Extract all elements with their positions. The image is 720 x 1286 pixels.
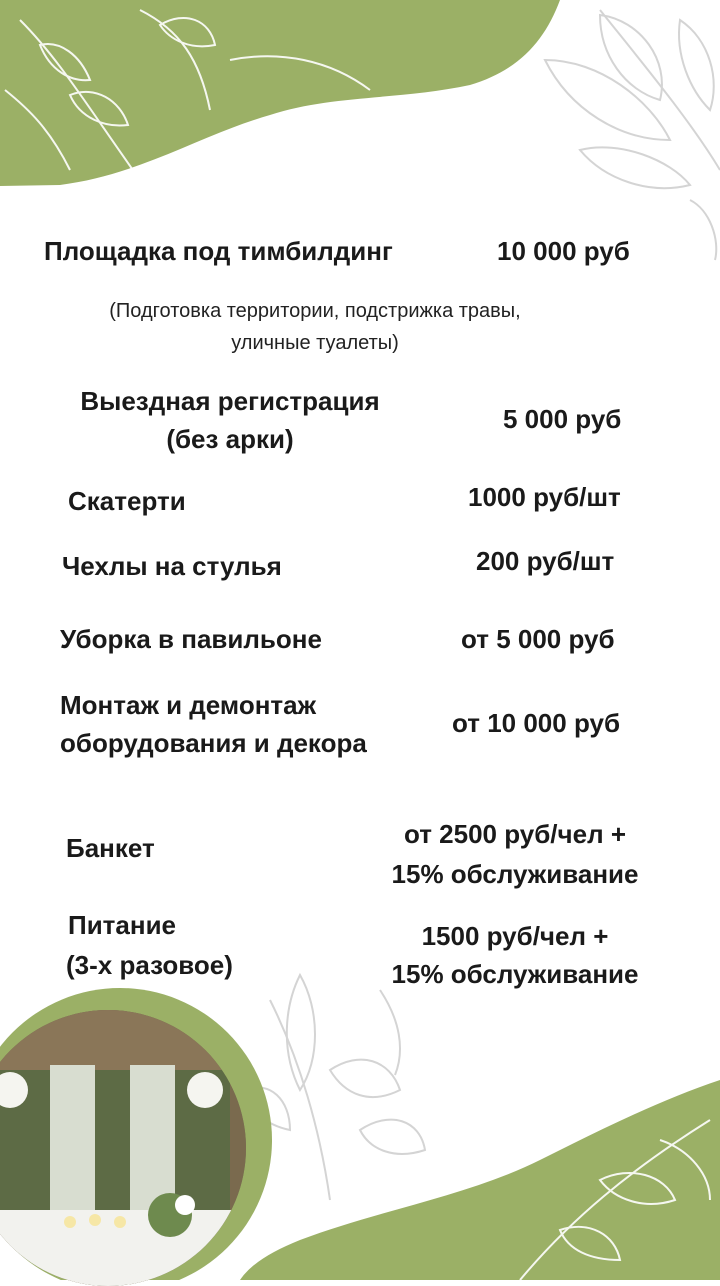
item-teambuilding-note-line1: (Подготовка территории, подстрижка травы, [109, 300, 521, 322]
item-meals-name-line1: Питание [68, 910, 177, 940]
item-tablecloths-price: 1000 руб/шт [468, 482, 621, 512]
top-green-blob [0, 0, 560, 186]
item-meals-price-line1: 1500 руб/чел + [421, 921, 609, 951]
item-registration-name-line1: Выездная регистрация [80, 386, 380, 416]
leaf-outline-top-right [545, 10, 720, 260]
item-registration-name-line2: (без арки) [166, 424, 294, 454]
item-teambuilding-note-line2: уличные туалеты) [231, 332, 399, 354]
item-chair-covers-price: 200 руб/шт [476, 546, 615, 576]
item-banquet-price-line2: 15% обслуживание [391, 859, 639, 889]
item-teambuilding-name: Площадка под тимбилдинг [44, 236, 393, 266]
item-cleaning-name: Уборка в павильоне [60, 624, 322, 654]
item-installation-name-line1: Монтаж и демонтаж [60, 690, 317, 720]
item-installation-price: от 10 000 руб [452, 708, 620, 738]
item-meals-price-line2: 15% обслуживание [391, 959, 639, 989]
item-meals-name-line2: (3-х разовое) [66, 950, 233, 980]
leaf-outline-bottom [245, 975, 425, 1200]
item-tablecloths-name: Скатерти [68, 486, 186, 516]
item-chair-covers-name: Чехлы на стулья [62, 551, 282, 581]
item-teambuilding-price: 10 000 руб [497, 236, 630, 266]
item-cleaning-price: от 5 000 руб [461, 624, 615, 654]
item-registration-price: 5 000 руб [503, 404, 622, 434]
item-installation-name-line2: оборудования и декора [60, 728, 367, 758]
item-banquet-name: Банкет [66, 833, 155, 863]
item-banquet-price-line1: от 2500 руб/чел + [403, 819, 626, 849]
